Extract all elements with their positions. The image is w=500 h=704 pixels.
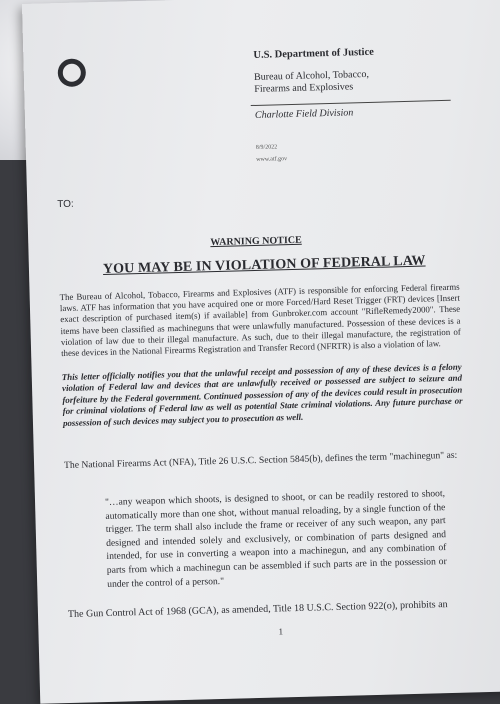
letter-date: 8/9/2022: [255, 144, 278, 151]
bureau-name: Bureau of Alcohol, Tobacco, Firearms and Explosives: [253, 68, 370, 95]
department-name: U.S. Department of Justice: [253, 46, 374, 61]
doj-seal-icon: [57, 58, 86, 87]
paragraph-nfa-definition: The National Firearms Act (NFA), Title 26 U.S.C. Section 5845(b), defines the term "machinegun" as:: [63, 449, 458, 472]
paragraph-gca: The Gun Control Act of 1968 (GCA), as amended, Title 18 U.S.C. Section 922(o), prohibits an: [67, 599, 448, 621]
seal-center: [62, 62, 83, 83]
page-number: 1: [278, 626, 284, 637]
violation-headline: YOU MAY BE IN VIOLATION OF FEDERAL LAW: [102, 253, 426, 277]
paragraph-atf-info: The Bureau of Alcohol, Tobacco, Firearms and Explosives (ATF) is responsible for enforcing Federal firearms laws. ATF has information that you have acquired one or more Forced/Hard Reset Trigger (FRT) devices [Insert exact description of purchased item(s) if available] from Gunbroker.com account "RifleRemedy2000". These items have been classified as machineguns that were unlawfully manufactured. Possession of these devices is a violation of law due to their illegal manufacture. As such, due to their illegal manufacture, the registration of these devices in the National Firearms Registration and Transfer Record (NFRTR) is also a violation of law.: [59, 281, 461, 359]
machinegun-definition-quote: "…any weapon which shoots, is designed to shoot, or can be readily restored to shoot, automatically more than one shot, without manual reloading, by a single function of the trigger. The term shall also include the frame or receiver of any such weapon, any part designed and intended solely and exclusively, or combination of parts designed and intended, for use in converting a weapon into a machinegun, and any combination of parts from which a machinegun can be assembled if such parts are in the possession or under the control of a person.": [104, 488, 447, 590]
letter-page: [22, 0, 500, 704]
paragraph-official-notice: This letter officially notifies you that the unlawful receipt and possession of any of these devices is a felony violation of Federal law and devices that are unlawfully received or possessed are subject to seizure and forfeiture by the Federal government. Continued possession of any of the devices could result in prosecution for criminal violations of Federal law as well as potential State criminal violations. Any future purchase or possession of such devices may subject you to prosecution as well.: [61, 361, 463, 428]
warning-notice-title: WARNING NOTICE: [210, 234, 302, 249]
field-division: Charlotte Field Division: [254, 107, 354, 121]
header-divider: [251, 100, 451, 106]
website-text: www.atf.gov: [256, 156, 288, 163]
recipient-label: TO:: [57, 198, 74, 211]
